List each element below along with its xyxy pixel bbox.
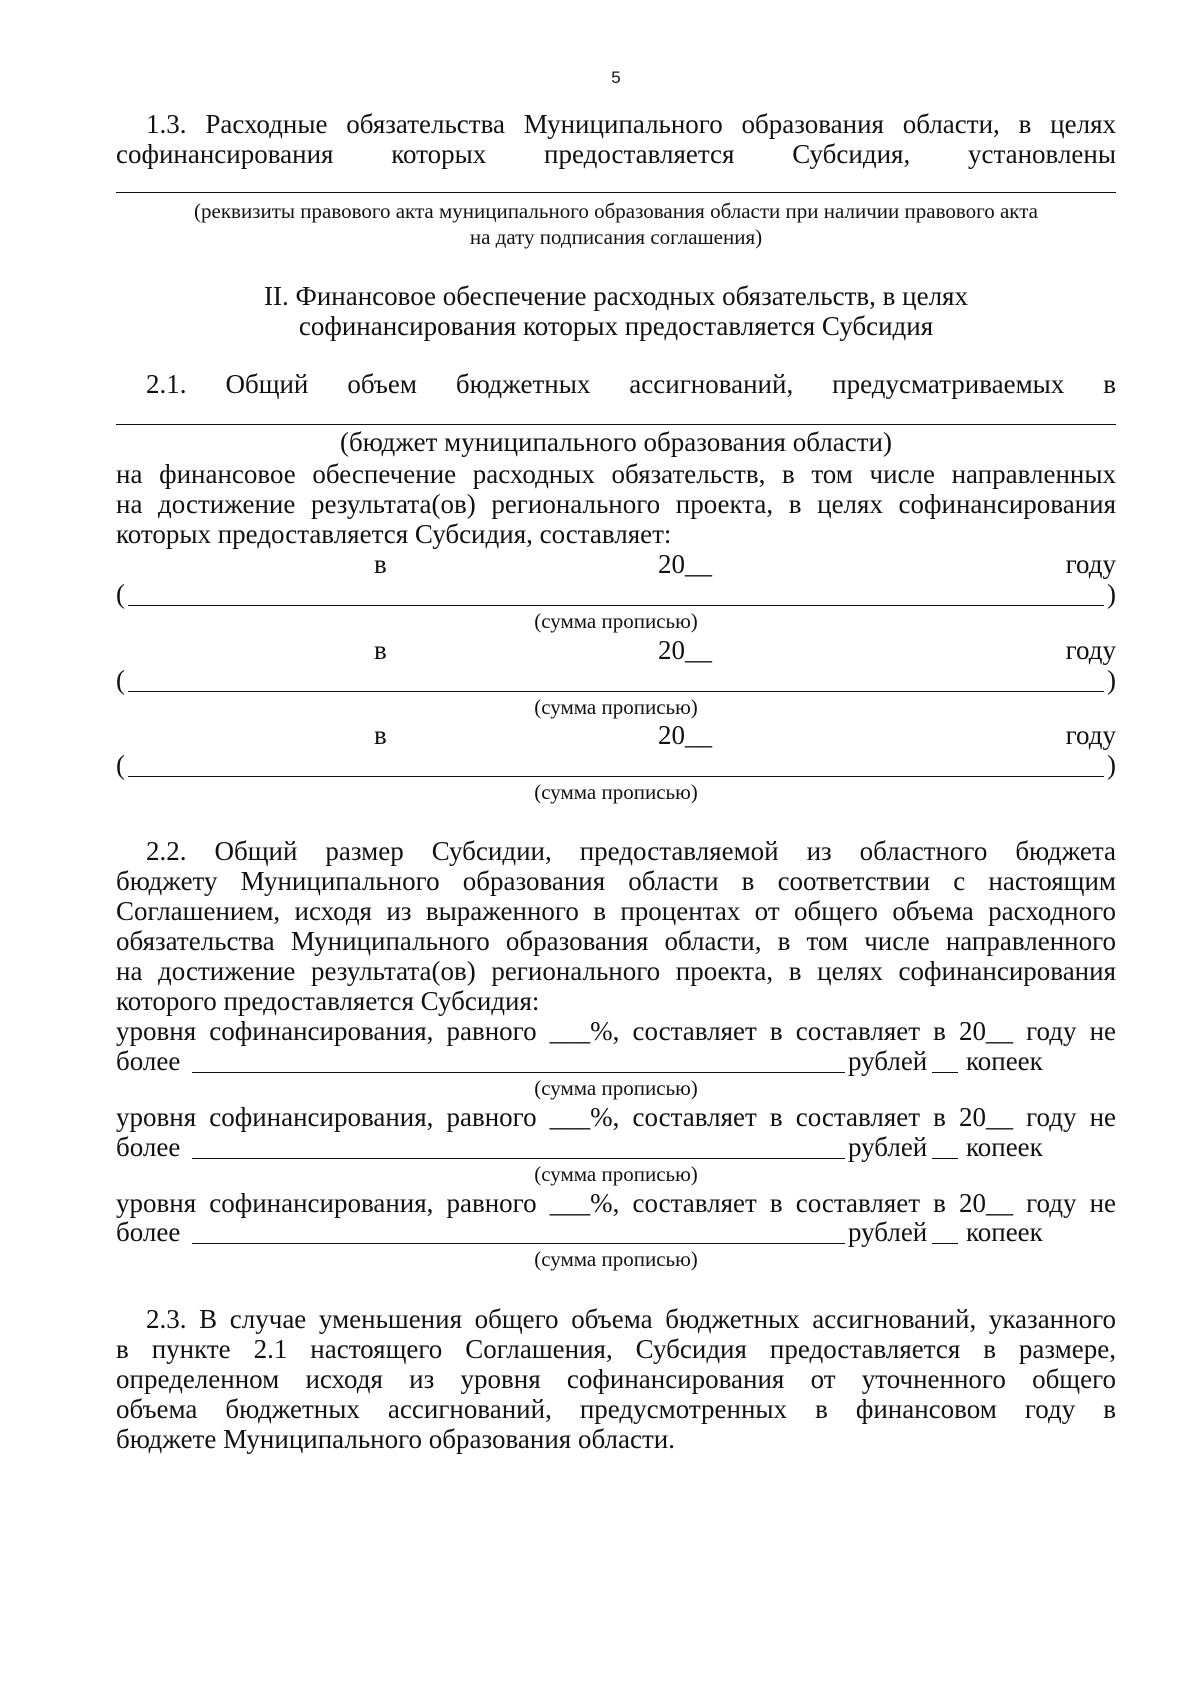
- kopeek-label: копеек: [966, 1132, 1043, 1162]
- year-field: 20__: [658, 635, 712, 665]
- rubley-label: рублей: [848, 1132, 928, 1162]
- open-paren: (: [116, 750, 125, 780]
- section2-heading-line1: II. Финансовое обеспечение расходных обязательств, в целях: [264, 281, 968, 311]
- s21-line4: которых предоставляется Субсидия, составляет:: [116, 519, 672, 549]
- sum-underline: [192, 1158, 845, 1159]
- s13-caption-line2: на дату подписания соглашения): [469, 225, 763, 249]
- close-paren: ): [1107, 750, 1116, 780]
- bolee-label: более: [116, 1217, 181, 1247]
- s21-line3: на достижение результата(ов) регионального проекта, в целях софинансирования: [116, 489, 1116, 519]
- s23-line4: объема бюджетных ассигнований, предусмотренных в финансовом году в: [116, 1394, 1116, 1424]
- s22-line5: на достижение результата(ов) регионального проекта, в целях софинансирования: [116, 956, 1116, 986]
- s13-caption-line1: (реквизиты правового акта муниципального образования области при наличии правового акта: [194, 199, 1038, 223]
- rubley-label: рублей: [848, 1046, 928, 1076]
- s22-line6: которого предоставляется Субсидия:: [116, 986, 540, 1016]
- year-field: 20__: [658, 720, 712, 750]
- kopeek-label: копеек: [966, 1217, 1043, 1247]
- amount-caption-3: (сумма прописью): [534, 780, 698, 804]
- amount-underline: [128, 691, 1104, 692]
- s21-line2: на финансовое обеспечение расходных обязательств, в том числе направленных: [116, 459, 1116, 489]
- document-page: [116, 0, 1116, 1698]
- amount-caption-1: (сумма прописью): [534, 609, 698, 633]
- level-caption-3: (сумма прописью): [534, 1247, 698, 1271]
- s13-line1: 1.3. Расходные обязательства Муниципального образования области, в целях: [146, 109, 1116, 139]
- amount-underline: [128, 776, 1104, 777]
- year-god-label: году: [1065, 549, 1116, 579]
- kopeek-underline: [932, 1243, 958, 1244]
- bolee-label: более: [116, 1132, 181, 1162]
- level-line-1: уровня софинансирования, равного ___%, составляет в составляет в 20__ году не: [116, 1016, 1116, 1046]
- year-field: 20__: [658, 549, 712, 579]
- s22-line1: 2.2. Общий размер Субсидии, предоставляемой из областного бюджета: [146, 836, 1116, 866]
- level-line-2: уровня софинансирования, равного ___%, составляет в составляет в 20__ году не: [116, 1102, 1116, 1132]
- year-god-label: году: [1065, 720, 1116, 750]
- level-line-3: уровня софинансирования, равного ___%, составляет в составляет в 20__ году не: [116, 1188, 1116, 1218]
- close-paren: ): [1107, 665, 1116, 695]
- s13-fill-line: [116, 192, 1116, 193]
- year-v-label: в: [374, 720, 387, 750]
- bolee-label: более: [116, 1046, 181, 1076]
- kopeek-label: копеек: [966, 1046, 1043, 1076]
- s21-budget-caption: (бюджет муниципального образования области): [340, 427, 892, 457]
- year-v-label: в: [374, 549, 387, 579]
- s13-line2: софинансирования которых предоставляется Субсидия, установлены: [116, 139, 1116, 169]
- s23-line3: определенном исходя из уровня софинансирования от уточненного общего: [116, 1364, 1116, 1394]
- sum-underline: [192, 1072, 845, 1073]
- s22-line4: обязательства Муниципального образования области, в том числе направленного: [116, 926, 1116, 956]
- close-paren: ): [1107, 579, 1116, 609]
- s23-line1: 2.3. В случае уменьшения общего объема бюджетных ассигнований, указанного: [146, 1304, 1116, 1334]
- section2-heading-line2: софинансирования которых предоставляется Субсидия: [298, 311, 934, 341]
- sum-underline: [192, 1243, 845, 1244]
- s23-line2: в пункте 2.1 настоящего Соглашения, Субсидия предоставляется в размере,: [116, 1334, 1116, 1364]
- s22-line2: бюджету Муниципального образования области в соответствии с настоящим: [116, 866, 1116, 896]
- open-paren: (: [116, 579, 125, 609]
- s23-line5: бюджете Муниципального образования области.: [116, 1424, 675, 1454]
- rubley-label: рублей: [848, 1217, 928, 1247]
- level-caption-2: (сумма прописью): [534, 1162, 698, 1186]
- page-number: 5: [611, 68, 621, 87]
- level-caption-1: (сумма прописью): [534, 1076, 698, 1100]
- year-v-label: в: [374, 635, 387, 665]
- kopeek-underline: [932, 1158, 958, 1159]
- kopeek-underline: [932, 1072, 958, 1073]
- year-god-label: году: [1065, 635, 1116, 665]
- amount-underline: [128, 605, 1104, 606]
- s22-line3: Соглашением, исходя из выраженного в процентах от общего объема расходного: [116, 896, 1116, 926]
- open-paren: (: [116, 665, 125, 695]
- s21-line1: 2.1. Общий объем бюджетных ассигнований, предусматриваемых в: [146, 369, 1116, 399]
- amount-caption-2: (сумма прописью): [534, 695, 698, 719]
- s21-budget-fill-line: [116, 424, 1116, 425]
